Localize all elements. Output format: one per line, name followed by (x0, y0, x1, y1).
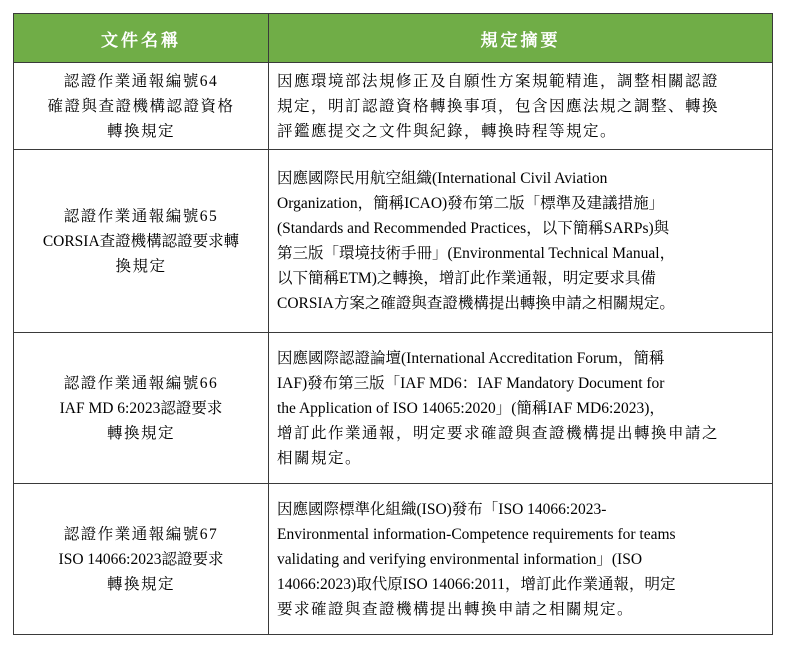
summary-line: 以下簡稱ETM)之轉換，增訂此作業通報，明定要求具備 (277, 270, 656, 287)
document-name-line: 認證作業通報編號64 (63, 72, 219, 90)
summary-line: CORSIA方案之確證與查證機構提出轉換申請之相關規定。 (277, 295, 675, 312)
summary-line: 評鑑應提交之文件與紀錄，轉換時程等規定。 (277, 122, 618, 140)
document-name-line: IAF MD 6:2023認證要求 (59, 399, 223, 417)
document-name-line: ISO 14066:2023認證要求 (58, 550, 224, 568)
document-name-line: CORSIA查證機構認證要求轉 (42, 232, 240, 250)
document-name-line: 認證作業通報編號65 (63, 207, 219, 225)
header-document-name: 文件名稱 (14, 14, 269, 63)
summary-line: 因應國際民用航空組織(International Civil Aviation (277, 170, 608, 187)
document-name-cell (14, 484, 269, 635)
document-name-line: 轉換規定 (106, 575, 175, 593)
table-row (14, 333, 773, 484)
summary-line: 因應國際認證論壇(International Accreditation Forum，簡稱 (277, 349, 665, 367)
document-name-line: 確證與查證機構認證資格 (47, 97, 235, 115)
document-name-cell (14, 333, 269, 484)
document-name-line: 換規定 (115, 257, 167, 275)
summary-line: the Application of ISO 14065:2020」(簡稱IAF MD6:2023)， (277, 399, 665, 417)
regulation-table (13, 13, 773, 635)
document-name-line: 轉換規定 (106, 122, 175, 140)
summary-line: 規定，明訂認證資格轉換事項，包含因應法規之調整、轉換 (277, 97, 720, 115)
summary-line: 第三版「環境技術手冊」(Environmental Technical Manual， (277, 245, 676, 262)
regulation-table-wrapper (13, 13, 772, 635)
document-name-line: 認證作業通報編號66 (63, 374, 219, 392)
summary-line: Environmental information-Competence requirements for teams (277, 525, 676, 543)
summary-line: 相關規定。 (277, 449, 363, 467)
summary-line: Organization，簡稱ICAO)發布第二版「標準及建議措施」 (277, 195, 665, 212)
summary-cell (269, 63, 773, 150)
header-summary: 規定摘要 (269, 14, 773, 63)
summary-line: IAF)發布第三版「IAF MD6：IAF Mandatory Document for (277, 374, 665, 392)
summary-line: 要求確證與查證機構提出轉換申請之相關規定。 (277, 600, 635, 618)
table-header-row (14, 14, 773, 63)
summary-line: 因應環境部法規修正及自願性方案規範精進，調整相關認證 (277, 72, 720, 90)
summary-cell (269, 150, 773, 333)
summary-cell (269, 333, 773, 484)
table-row (14, 484, 773, 635)
table-row (14, 63, 773, 150)
document-name-line: 轉換規定 (106, 424, 175, 442)
document-name-line: 認證作業通報編號67 (63, 525, 219, 543)
document-name-cell (14, 150, 269, 333)
document-name-cell (14, 63, 269, 150)
summary-line: 增訂此作業通報，明定要求確證與查證機構提出轉換申請之 (277, 424, 720, 442)
summary-cell (269, 484, 773, 635)
summary-line: 14066:2023)取代原ISO 14066:2011，增訂此作業通報，明定 (277, 575, 676, 593)
summary-line: (Standards and Recommended Practices，以下簡稱SARPs)與 (277, 220, 670, 237)
table-row (14, 150, 773, 333)
summary-line: 因應國際標準化組織(ISO)發布「ISO 14066:2023- (277, 500, 607, 518)
summary-line: validating and verifying environmental information」(ISO (277, 550, 643, 568)
